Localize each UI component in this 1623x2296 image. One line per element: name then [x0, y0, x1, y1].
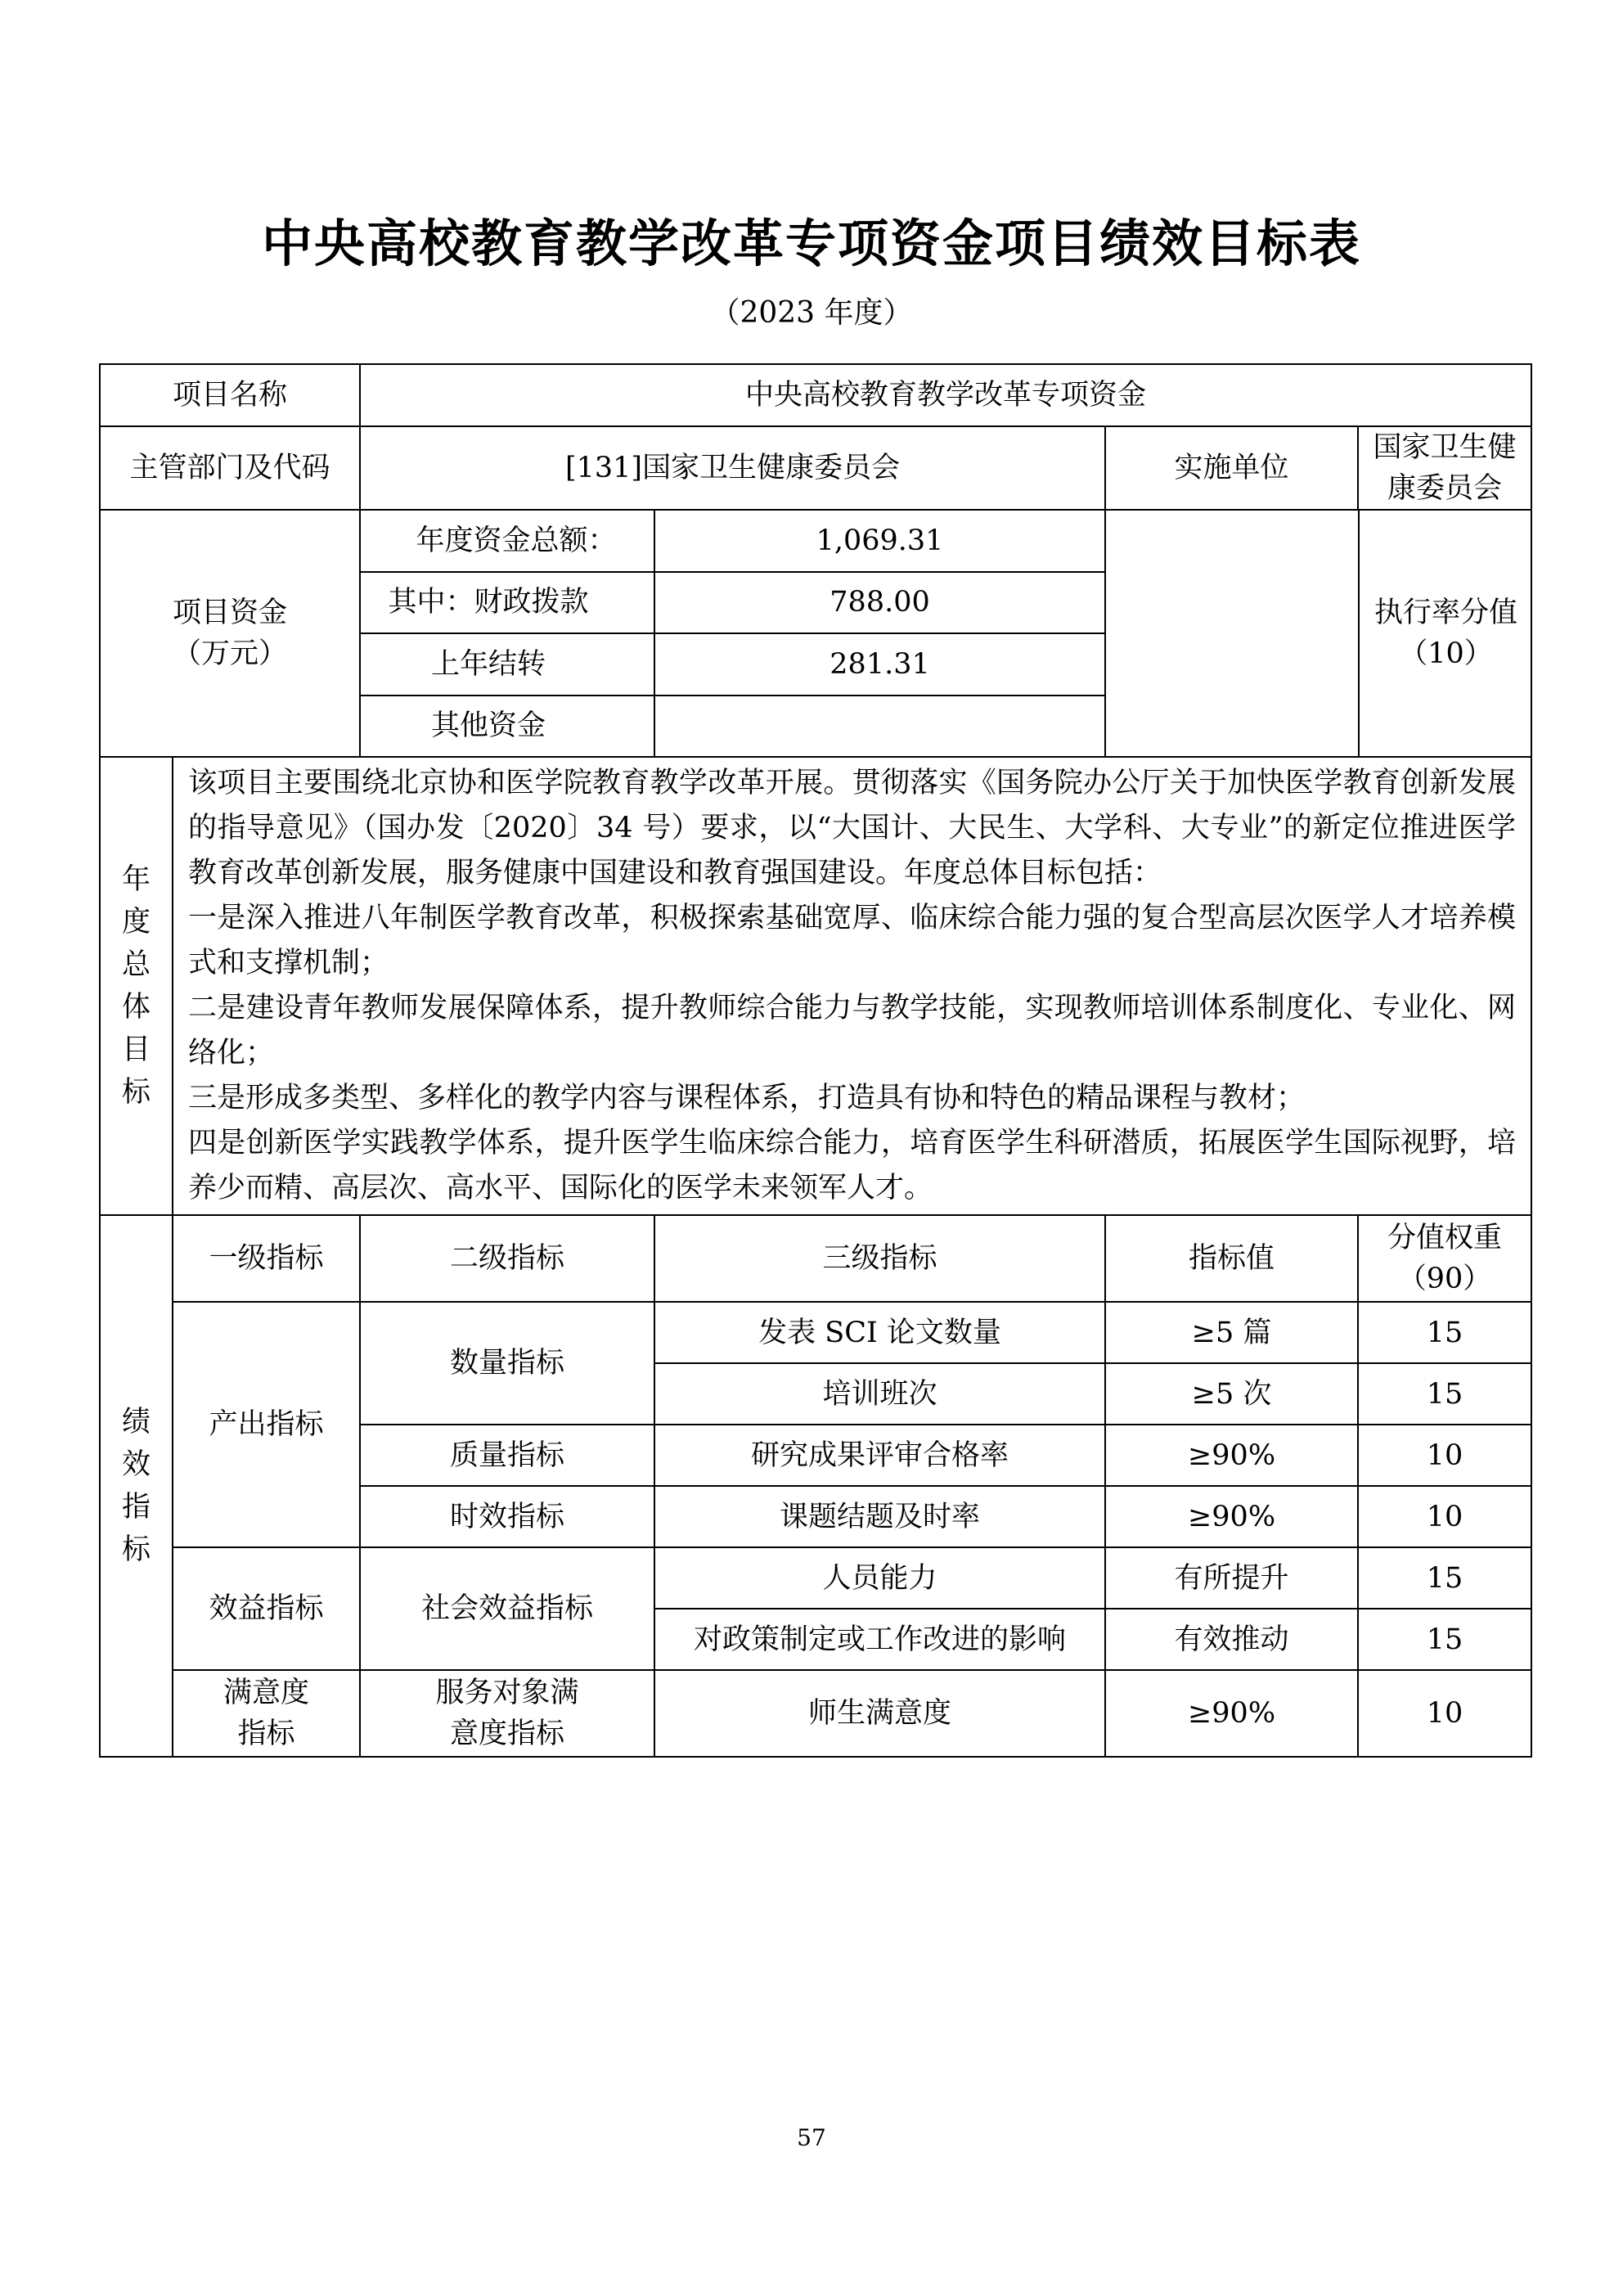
level2-cell [360, 1670, 654, 1757]
header-weight-text: 分值权重（90） [1387, 1222, 1503, 1295]
funds-other-label: 其他资金 [360, 696, 654, 758]
funds-carry-value: 281.31 [654, 633, 1105, 696]
level1-text: 满意度指标 [223, 1677, 309, 1750]
header-level1: 一级指标 [173, 1215, 360, 1302]
funds-fiscal-value: 788.00 [654, 572, 1105, 634]
level3-cell: 人员能力 [654, 1547, 1105, 1609]
implementing-unit-value: 国家卫生健康委员会 [1358, 426, 1531, 510]
funds-label [100, 510, 360, 757]
header-level3: 三级指标 [654, 1215, 1105, 1302]
annual-goal-row [100, 757, 1531, 1215]
value-cell: 有效推动 [1105, 1609, 1358, 1670]
level3-cell: 培训班次 [654, 1363, 1105, 1425]
level2-text: 服务对象满意度指标 [435, 1677, 579, 1750]
funds-total-row [100, 510, 1531, 572]
department-row [100, 426, 1531, 510]
score-cell: 10 [1358, 1670, 1531, 1757]
level2-cell: 时效指标 [360, 1486, 654, 1547]
level2-cell: 数量指标 [360, 1302, 654, 1425]
project-name-value: 中央高校教育教学改革专项资金 [360, 364, 1531, 426]
goal-paragraph: 四是创新医学实践教学体系，提升医学生临床综合能力，培育医学生科研潜质，拓展医学生国际视野，培养少而精、高层次、高水平、国际化的医学未来领军人才。 [188, 1127, 1517, 1204]
project-name-label: 项目名称 [100, 364, 360, 426]
goal-paragraph: 该项目主要围绕北京协和医学院教育教学改革开展。贯彻落实《国务院办公厅关于加快医学教育创新发展的指导意见》（国办发〔2020〕34 号）要求，以“大国计、大民生、大学科、大专业”的新定位推进医学教育改革创新发展，服务健康中国建设和教育强国建设。年度总体目标包括： [188, 767, 1517, 889]
level1-cell [173, 1670, 360, 1757]
header-level2: 二级指标 [360, 1215, 654, 1302]
goal-paragraph: 二是建设青年教师发展保障体系，提升教师综合能力与教学技能，实现教师培训体系制度化、专业化、网络化； [188, 992, 1517, 1069]
perf-label-text: 绩效指标 [121, 1406, 151, 1566]
year-subtitle: （2023 年度） [710, 296, 913, 330]
page-title: 中央高校教育教学改革专项资金项目绩效目标表 [261, 214, 1361, 273]
value-cell: ≥5 次 [1105, 1363, 1358, 1425]
page-number: 57 [797, 2124, 826, 2151]
value-cell: ≥5 篇 [1105, 1302, 1358, 1363]
header-weight [1358, 1215, 1531, 1302]
goal-paragraph: 一是深入推进八年制医学教育改革，积极探索基础宽厚、临床综合能力强的复合型高层次医学人才培养模式和支撑机制； [188, 902, 1517, 979]
level2-cell: 质量指标 [360, 1425, 654, 1486]
perf-label [100, 1215, 173, 1757]
table-row [100, 1302, 1531, 1363]
level3-cell: 研究成果评审合格率 [654, 1425, 1105, 1486]
score-cell: 10 [1358, 1425, 1531, 1486]
annual-goal-label-text: 年度总体目标 [121, 863, 151, 1109]
header-value: 指标值 [1105, 1215, 1358, 1302]
implementing-unit-label: 实施单位 [1105, 426, 1358, 510]
score-cell: 15 [1358, 1302, 1531, 1363]
project-name-row [100, 364, 1531, 426]
funds-total-value: 1,069.31 [654, 510, 1105, 572]
funds-carry-label: 上年结转 [360, 633, 654, 696]
level3-cell: 对政策制定或工作改进的影响 [654, 1609, 1105, 1670]
level1-cell: 产出指标 [173, 1302, 360, 1547]
value-cell: ≥90% [1105, 1486, 1358, 1547]
annual-goal-content [173, 757, 1531, 1215]
level3-cell: 发表 SCI 论文数量 [654, 1302, 1105, 1363]
funds-label-text: 项目资金（万元） [172, 597, 287, 670]
performance-target-table [99, 363, 1532, 1758]
department-label: 主管部门及代码 [100, 426, 360, 510]
perf-header-row [100, 1215, 1531, 1302]
funds-fiscal-label: 其中：财政拨款 [360, 572, 654, 634]
department-value: [131]国家卫生健康委员会 [360, 426, 1105, 510]
table-row [100, 1547, 1531, 1609]
execution-rate-label [1359, 511, 1532, 756]
level3-cell: 师生满意度 [654, 1670, 1105, 1757]
goal-paragraph: 三是形成多类型、多样化的教学内容与课程体系，打造具有协和特色的精品课程与教材； [188, 1082, 1306, 1114]
execution-rate-text: 执行率分值（10） [1374, 597, 1518, 670]
value-cell: ≥90% [1105, 1670, 1358, 1757]
funds-other-value [654, 696, 1105, 758]
table-row [100, 1670, 1531, 1757]
annual-goal-label [100, 757, 173, 1215]
value-cell: ≥90% [1105, 1425, 1358, 1486]
funds-right-blank [1106, 511, 1359, 756]
level2-cell: 社会效益指标 [360, 1547, 654, 1670]
level3-cell: 课题结题及时率 [654, 1486, 1105, 1547]
level1-cell: 效益指标 [173, 1547, 360, 1670]
score-cell: 15 [1358, 1547, 1531, 1609]
funds-right-subtable [1106, 511, 1532, 756]
score-cell: 15 [1358, 1609, 1531, 1670]
score-cell: 15 [1358, 1363, 1531, 1425]
funds-total-label: 年度资金总额： [360, 510, 654, 572]
value-cell: 有所提升 [1105, 1547, 1358, 1609]
score-cell: 10 [1358, 1486, 1531, 1547]
